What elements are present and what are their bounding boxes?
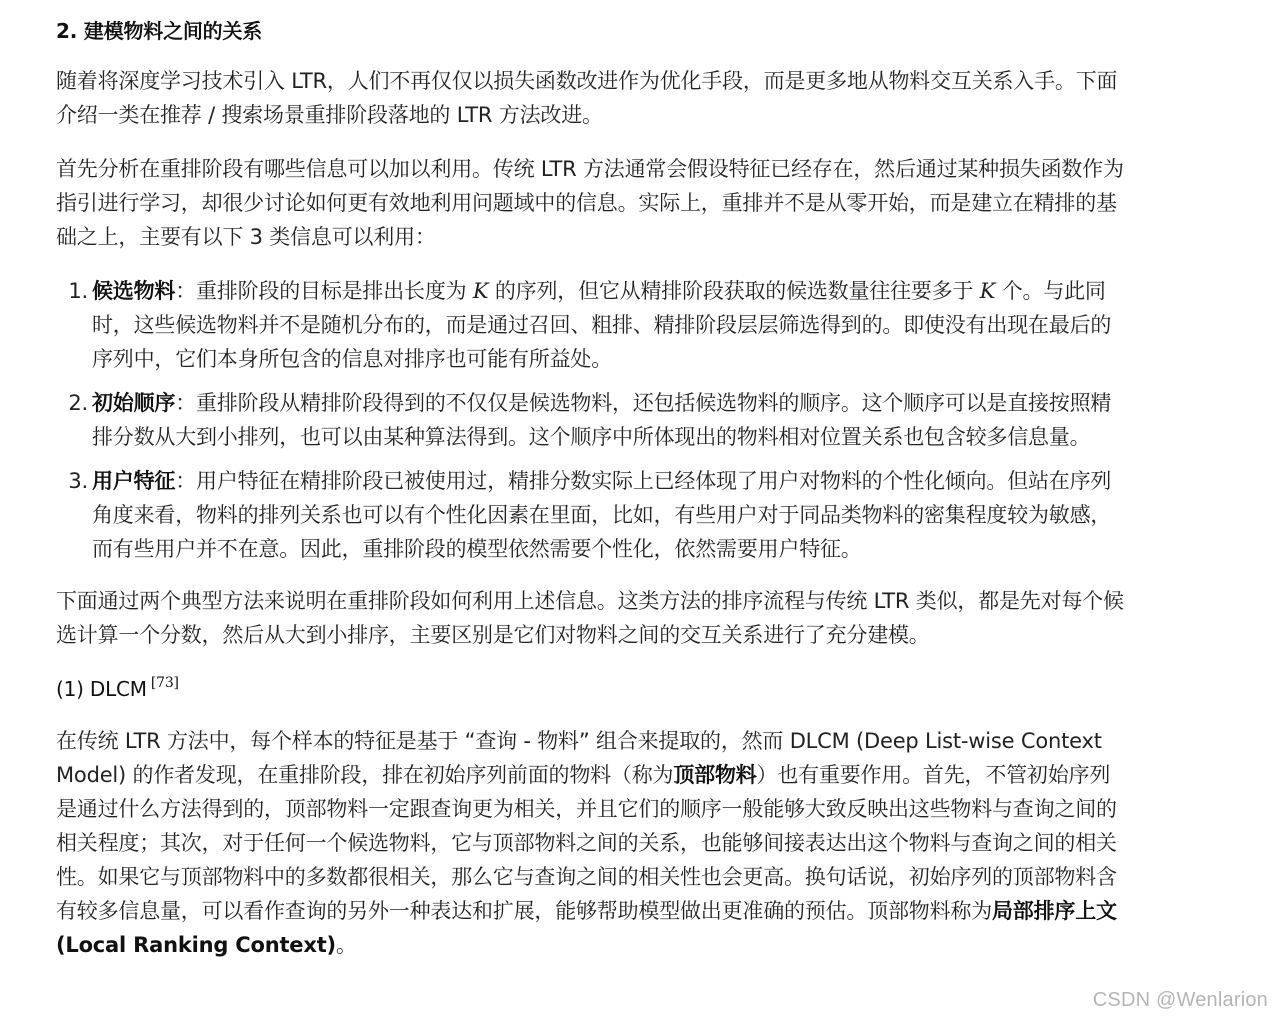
dlcm-text-part: 在传统 LTR 方法中，每个样本的特征是基于 “查询 - 物料” 组合来提取的，然而 DLCM (Deep List-wise Context Model) 的作者发现，在重排阶段，排在初始序列前面的物料（称为 [56, 729, 1102, 787]
watermark: CSDN @Wenlarion [1092, 989, 1268, 1011]
dlcm-paragraph [56, 724, 1128, 962]
list-text-part: 个。与此同时，这些候选物料并不是随机分布的，而是通过召回、粗排、精排阶段层层筛选得到的。即使没有出现在最后的序列中，它们本身所包含的信息对排序也可能有所益处。 [92, 279, 1112, 371]
subsection-title: (1) DLCM [56, 677, 147, 701]
list-item-body [92, 274, 1128, 376]
list-colon: ： [175, 469, 197, 493]
dlcm-bold-term: 局部排序上文 (Local Ranking Context) [56, 899, 1117, 957]
list-term: 初始顺序 [92, 391, 176, 415]
transition-paragraph: 下面通过两个典型方法来说明在重排阶段如何利用上述信息。这类方法的排序流程与传统 LTR 类似，都是先对每个候选计算一个分数，然后从大到小排序，主要区别是它们对物料之间的交互关系进行了充分建模。 [56, 589, 1124, 647]
list-term: 候选物料 [92, 279, 176, 303]
list-number: 3. [68, 469, 88, 493]
math-k: K [472, 279, 489, 303]
dlcm-text-part: ）也有重要作用。首先，不管初始序列是通过什么方法得到的，顶部物料一定跟查询更为相关，并且它们的顺序一般能够大致反映出这些物料与查询之间的相关程度；其次，对于任何一个候选物料，它与顶部物料之间的关系，也能够间接表达出这个物料与查询之间的相关性。如果它与顶部物料中的多数都很相关，那么它与查询之间的相关性也会更高。换句话说，初始序列的顶部物料含有较多信息量，可以看作查询的另外一种表达和扩展，能够帮助模型做出更准确的预估。顶部物料称为 [56, 763, 1117, 923]
list-text-part: 重排阶段的目标是排出长度为 [196, 279, 473, 303]
citation-link[interactable]: [73] [150, 675, 179, 691]
math-k: K [979, 279, 996, 303]
list-colon: ： [175, 279, 197, 303]
section-heading: 2. 建模物料之间的关系 [56, 19, 263, 43]
dlcm-bold-term: 顶部物料 [673, 763, 757, 787]
list-item [56, 274, 1128, 376]
list-item [56, 386, 1128, 454]
information-list [56, 274, 1128, 566]
list-item [56, 464, 1128, 566]
list-text: 用户特征在精排阶段已被使用过，精排分数实际上已经体现了用户对物料的个性化倾向。但站在序列角度来看，物料的排列关系也可以有个性化因素在里面，比如，有些用户对于同品类物料的密集程度较为敏感，而有些用户并不在意。因此，重排阶段的模型依然需要个性化，依然需要用户特征。 [92, 469, 1112, 561]
list-term: 用户特征 [92, 469, 176, 493]
list-item-body [92, 464, 1128, 566]
list-colon: ： [175, 391, 197, 415]
list-text: 重排阶段从精排阶段得到的不仅仅是候选物料，还包括候选物料的顺序。这个顺序可以是直接按照精排分数从大到小排列，也可以由某种算法得到。这个顺序中所体现出的物料相对位置关系也包含较多信息量。 [92, 391, 1112, 449]
intro-paragraph: 随着将深度学习技术引入 LTR，人们不再仅仅以损失函数改进作为优化手段，而是更多地从物料交互关系入手。下面介绍一类在推荐 / 搜索场景重排阶段落地的 LTR 方法改进。 [56, 69, 1118, 127]
subsection-heading [56, 672, 1128, 706]
analysis-paragraph: 首先分析在重排阶段有哪些信息可以加以利用。传统 LTR 方法通常会假设特征已经存在，然后通过某种损失函数作为指引进行学习，却很少讨论如何更有效地利用问题域中的信息。实际上，重排并不是从零开始，而是建立在精排的基础之上，主要有以下 3 类信息可以利用： [56, 157, 1124, 249]
article-body [56, 14, 1128, 982]
list-number: 2. [68, 391, 88, 415]
dlcm-text-part: 。 [335, 933, 357, 957]
list-text-part: 的序列，但它从精排阶段获取的候选数量往往要多于 [488, 279, 980, 303]
list-item-body [92, 386, 1128, 454]
list-number: 1. [68, 279, 88, 303]
